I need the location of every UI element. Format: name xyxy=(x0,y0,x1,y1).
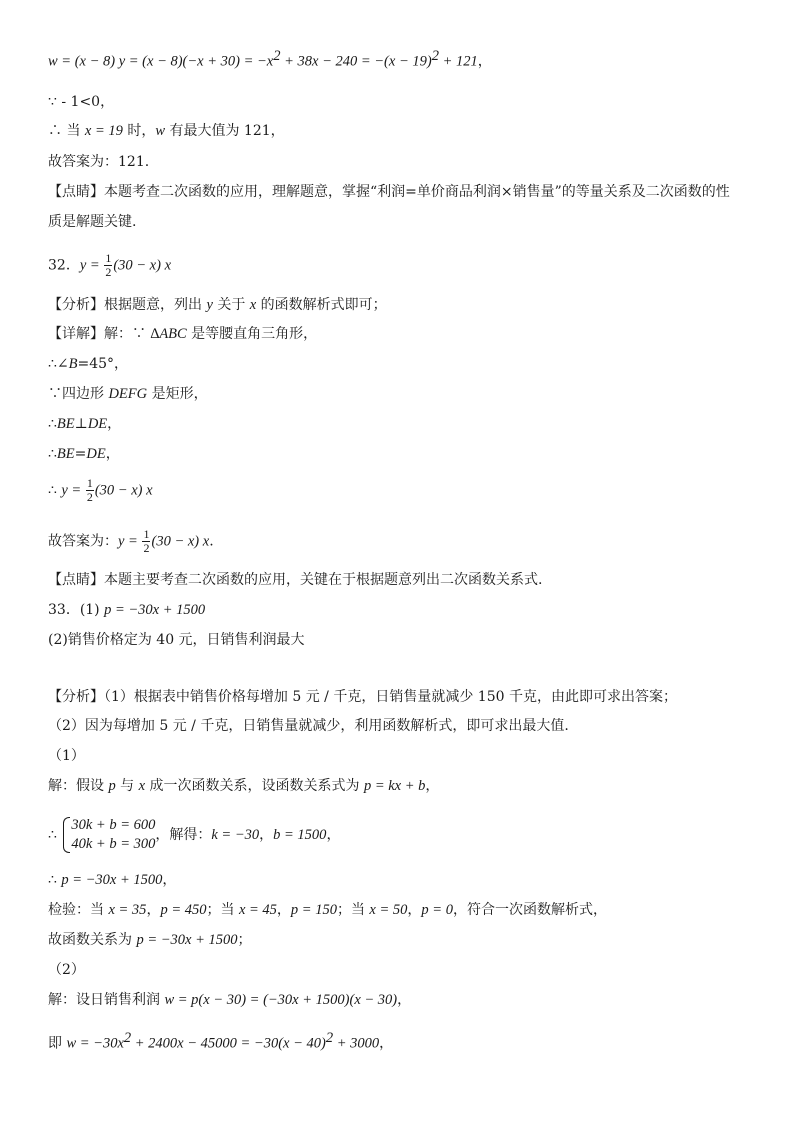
text-run: ∴ xyxy=(48,827,62,843)
text-line xyxy=(48,570,542,590)
text-line xyxy=(48,252,171,279)
text-run: ，符合一次函数解析式， xyxy=(452,902,607,918)
text-line xyxy=(48,630,305,650)
text-run: 故答案为： xyxy=(48,533,118,550)
math-expression: + 121 xyxy=(438,53,478,70)
text-line xyxy=(48,477,153,504)
text-run: ， xyxy=(146,902,161,918)
text-run: （1） xyxy=(48,748,85,764)
math-expression: (30 − x) x xyxy=(151,533,210,550)
text-run: ， xyxy=(477,53,492,70)
text-run: 是等腰直角三角形， xyxy=(186,326,318,342)
text-run: ， xyxy=(326,827,341,843)
text-line xyxy=(48,687,677,707)
math-expression: DE xyxy=(86,446,106,462)
text-line xyxy=(48,182,730,202)
text-run: ， xyxy=(162,872,177,888)
math-expression: p = kx + b xyxy=(363,778,426,794)
text-run: 检验：当 xyxy=(48,902,109,918)
text-run: =45°， xyxy=(77,356,129,372)
text-line xyxy=(48,324,317,344)
fraction-denominator: 2 xyxy=(86,490,93,504)
math-expression: DE xyxy=(87,416,108,432)
text-run: ；当 xyxy=(336,902,370,918)
math-expression: x xyxy=(249,297,257,313)
text-run: ∴ xyxy=(48,482,62,499)
text-run: ， xyxy=(407,902,422,918)
text-line xyxy=(48,816,340,854)
fraction-numerator: 1 xyxy=(86,476,93,490)
math-expression: (30 − x) x xyxy=(94,482,153,499)
text-line xyxy=(48,746,85,766)
math-expression: y = xyxy=(79,257,104,274)
math-expression: (30 − x) x xyxy=(113,257,172,274)
text-line xyxy=(48,92,114,112)
text-line xyxy=(48,900,607,920)
math-expression: x = 35 xyxy=(108,902,147,918)
text-run: ∴ xyxy=(48,416,57,432)
math-expression: p = −30x + 1500 xyxy=(61,872,163,888)
math-expression: b = 1500 xyxy=(273,827,327,843)
math-expression: y = xyxy=(118,533,142,550)
text-run: 【点睛】本题考查二次函数的应用，理解题意，掌握“利润=单价商品利润×销售量”的等量关系及二次函数的性 xyxy=(48,184,730,200)
text-run: 故答案为：121. xyxy=(48,154,150,170)
text-run: ∴ xyxy=(48,872,62,888)
text-line xyxy=(48,212,136,232)
text-run: 32． xyxy=(48,257,80,274)
text-line xyxy=(48,295,387,315)
text-run: ∴ xyxy=(48,446,57,462)
text-run: 【分析】（1）根据表中销售价格每增加 5 元 / 千克，日销售量就减少 150 千克，由此即可求出答案； xyxy=(48,689,677,705)
text-run: 成一次函数关系，设函数关系式为 xyxy=(145,778,364,794)
text-line xyxy=(48,152,149,172)
fraction xyxy=(86,477,94,504)
text-line xyxy=(48,354,128,374)
equation-system xyxy=(61,816,155,854)
text-run: ⊥ xyxy=(74,416,88,432)
text-run: 即 xyxy=(48,1035,67,1052)
text-run: 【详解】解：∵ xyxy=(48,326,151,342)
text-run: 33．(1) xyxy=(48,602,105,618)
math-expression: p = −30x + 1500 xyxy=(136,932,238,948)
text-run: ∵ - 1<0， xyxy=(48,94,115,110)
superscript: 2 xyxy=(273,48,281,64)
superscript: 2 xyxy=(123,1030,132,1046)
text-run: 【点睛】本题主要考查二次函数的应用，关键在于根据题意列出二次函数关系式. xyxy=(48,572,543,588)
superscript: 2 xyxy=(325,1030,334,1046)
fraction-numerator: 1 xyxy=(105,251,112,265)
text-run: ， xyxy=(276,902,291,918)
text-line xyxy=(48,528,214,555)
text-run: （2）因为每增加 5 元 / 千克，日销售量就减少，利用函数解析式，即可求出最大值. xyxy=(48,718,569,734)
fraction xyxy=(104,252,112,279)
text-run: 解：假设 xyxy=(48,778,109,794)
math-expression: x xyxy=(138,778,146,794)
text-run: 质是解题关键. xyxy=(48,214,137,230)
text-run: ∴ 当 xyxy=(48,123,85,139)
text-run: ， xyxy=(107,416,122,432)
text-line xyxy=(48,444,120,464)
text-run: 的函数解析式即可； xyxy=(256,297,387,313)
math-expression: x = 45 xyxy=(238,902,277,918)
text-line xyxy=(48,990,411,1010)
math-expression: ∆ABC xyxy=(150,326,187,342)
text-line xyxy=(48,870,176,890)
text-run: ， xyxy=(379,1035,394,1052)
fraction-denominator: 2 xyxy=(143,541,150,555)
math-expression: w = p(x − 30) = (−30x + 1500)(x − 30) xyxy=(164,992,398,1008)
math-expression: BE xyxy=(56,416,75,432)
math-expression: w = −30x xyxy=(66,1035,124,1052)
text-run: . xyxy=(209,533,214,550)
text-run: = xyxy=(74,446,87,462)
text-run: ∵四边形 xyxy=(48,386,109,402)
math-expression: p = 450 xyxy=(160,902,207,918)
text-line xyxy=(48,600,205,620)
math-expression: p = 0 xyxy=(421,902,453,918)
text-run: (2)销售价格定为 40 元，日销售利润最大 xyxy=(48,632,305,648)
math-expression: p = −30x + 1500 xyxy=(104,602,206,618)
math-expression: k = −30 xyxy=(211,827,260,843)
math-expression: y = xyxy=(61,482,85,499)
text-line xyxy=(48,716,569,736)
text-run: ，解得： xyxy=(155,827,212,843)
text-line xyxy=(48,414,121,434)
text-line xyxy=(48,930,252,950)
text-run: ， xyxy=(397,992,412,1008)
math-expression: x = 19 xyxy=(84,123,123,139)
text-run: 解：设日销售利润 xyxy=(48,992,165,1008)
text-run: ， xyxy=(425,778,440,794)
text-run: 关于 xyxy=(212,297,250,313)
fraction-denominator: 2 xyxy=(105,265,112,279)
text-run: 时， xyxy=(122,123,156,139)
math-expression: p = 150 xyxy=(290,902,337,918)
text-run: ；当 xyxy=(206,902,239,918)
text-line xyxy=(48,46,492,72)
text-run: 是矩形， xyxy=(147,386,208,402)
text-line xyxy=(48,960,85,980)
text-run: ； xyxy=(237,932,252,948)
math-expression: + 3000 xyxy=(333,1035,380,1052)
text-run: 有最大值为 121， xyxy=(165,123,285,139)
math-expression: y xyxy=(206,297,213,313)
text-run: 故函数关系为 xyxy=(48,932,137,948)
text-line xyxy=(48,121,285,141)
math-expression: + 2400x − 45000 = −30(x − 40) xyxy=(131,1035,326,1052)
superscript: 2 xyxy=(431,48,439,64)
math-expression: w = (x − 8) y = (x − 8)(−x + 30) = −x xyxy=(48,53,274,70)
text-line xyxy=(48,776,439,796)
text-run: 【分析】根据题意，列出 xyxy=(48,297,207,313)
system-equation: 40k + b = 300 xyxy=(71,836,156,852)
system-equation: 30k + b = 600 xyxy=(71,817,156,833)
math-expression: p xyxy=(108,778,116,794)
text-run: 与 xyxy=(115,778,139,794)
fraction-numerator: 1 xyxy=(143,527,150,541)
math-expression: DEFG xyxy=(108,386,148,402)
fraction xyxy=(142,528,150,555)
math-expression: + 38x − 240 = −(x − 19) xyxy=(280,53,432,70)
text-line xyxy=(48,1028,393,1054)
math-expression: B xyxy=(68,356,78,372)
text-run: ， xyxy=(105,446,120,462)
text-run: （2） xyxy=(48,962,85,978)
math-expression: BE xyxy=(56,446,75,462)
text-run: ， xyxy=(259,827,274,843)
math-expression: x = 50 xyxy=(369,902,408,918)
text-run: ∴∠ xyxy=(48,356,69,372)
text-line xyxy=(48,384,208,404)
math-expression: w xyxy=(155,123,166,139)
